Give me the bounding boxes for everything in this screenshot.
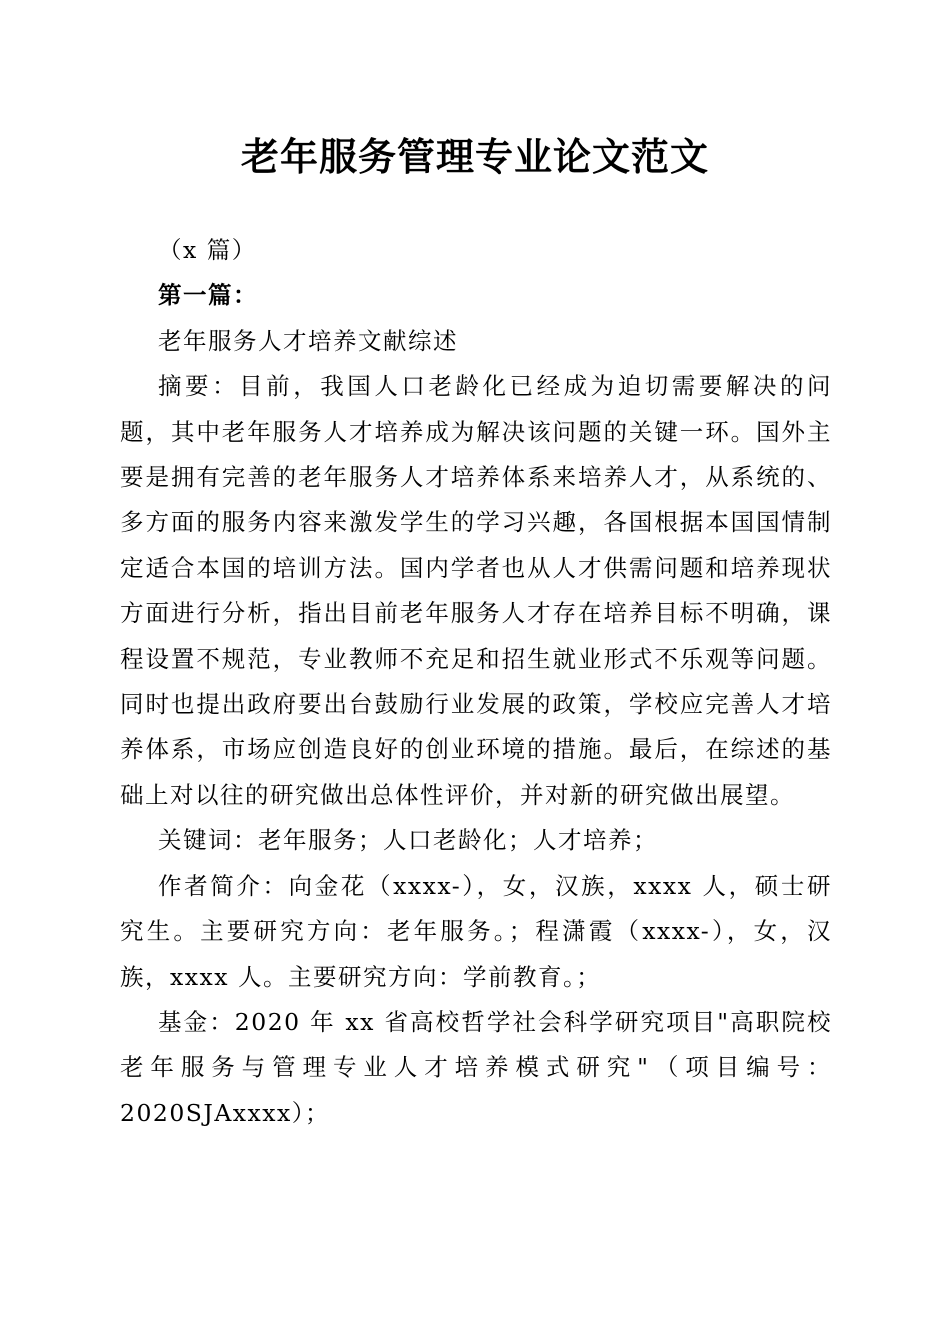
- count-note: （x 篇）: [158, 236, 257, 264]
- document-body: [120, 228, 832, 1136]
- section-heading: 第一篇：: [158, 281, 258, 310]
- keywords-paragraph: 关键词：老年服务；人口老龄化；人才培养；: [158, 826, 658, 855]
- document-title: 老年服务管理专业论文范文: [240, 134, 709, 179]
- abstract-paragraph: 摘要：目前，我国人口老龄化已经成为迫切需要解决的问题，其中老年服务人才培养成为解决该问题的关键一环。国外主要是拥有完善的老年服务人才培养体系来培养人才，从系统的、多方面的服务内容来激发学生的学习兴趣，各国根据本国国情制定适合本国的培训方法。国内学者也从人才供需问题和培养现状方面进行分析，指出目前老年服务人才存在培养目标不明确，课程设置不规范，专业教师不充足和招生就业形式不乐观等问题。同时也提出政府要出台鼓励行业发展的政策，学校应完善人才培养体系，市场应创造良好的创业环境的措施。最后，在综述的基础上对以往的研究做出总体性评价，并对新的研究做出展望。: [120, 372, 832, 809]
- author-intro-paragraph: 作者简介：向金花（xxxx-），女，汉族，xxxx 人，硕士研究生。主要研究方向：老年服务。；程潇霞（xxxx-），女，汉族，xxxx 人。主要研究方向：学前教育。；: [120, 871, 832, 991]
- fund-paragraph: 基金：2020 年 xx 省高校哲学社会科学研究项目"高职院校老年服务与管理专业人才培养模式研究"（项目编号：2020SJAxxxx）；: [120, 1007, 832, 1127]
- article-title: 老年服务人才培养文献综述: [158, 326, 458, 355]
